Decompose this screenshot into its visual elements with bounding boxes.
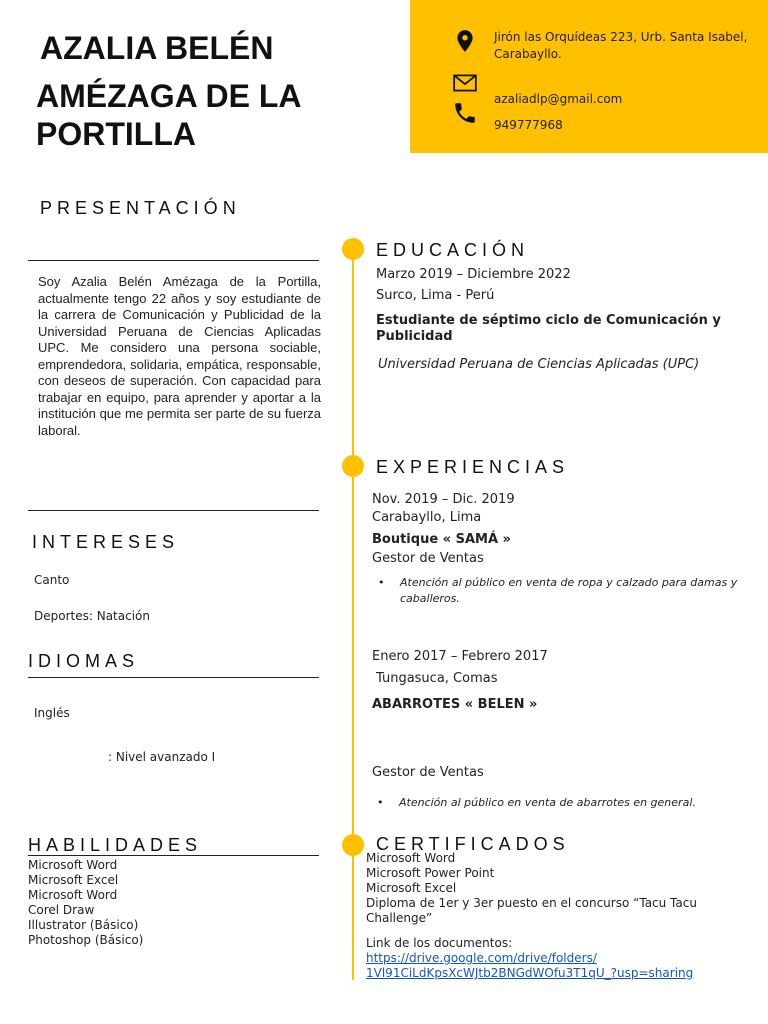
education-dates: Marzo 2019 – Diciembre 2022: [376, 267, 571, 282]
presentacion-text: Soy Azalia Belén Amézaga de la Portilla, actualmente tengo 22 años y soy estudiante de la carrera de Comunicación y Publicidad de la Universidad Peruana de Ciencias Aplicadas UPC. Me considero una persona sociable, emprendedora, solidaria, empática, responsable, con deseos de superación. Con capacidad para trabajar en equipo, para aprender y aportar a la institución que me permita ser parte de su fuerza laboral.: [38, 274, 321, 438]
intereses-heading: INTERESES: [32, 532, 180, 552]
documents-link[interactable]: [366, 951, 693, 980]
email-text[interactable]: azaliadlp@gmail.com: [494, 92, 623, 106]
name-line-3: PORTILLA: [36, 116, 196, 152]
documents-link-line-1[interactable]: https://drive.google.com/drive/folders/: [366, 951, 597, 965]
phone-icon: [452, 100, 478, 126]
timeline-dot: [342, 238, 364, 260]
phone-text[interactable]: 949777968: [494, 118, 563, 132]
timeline-dot: [342, 834, 364, 856]
address-line-1: Jirón las Orquídeas 223, Urb. Santa Isabel,: [494, 30, 748, 44]
contact-box: [410, 0, 768, 153]
job-role: Gestor de Ventas: [372, 551, 484, 566]
name-line-2: AMÉZAGA DE LA: [36, 78, 302, 114]
job-bullet: • Atención al público en venta de abarrotes en general.: [399, 795, 754, 811]
skills-list: [28, 858, 143, 948]
interest-item: Canto: [34, 573, 70, 587]
job-place: Carabayllo, Lima: [372, 510, 482, 525]
certificate-item: Microsoft Power Point: [366, 866, 495, 880]
job-place: Tungasuca, Comas: [376, 671, 498, 686]
educacion-heading: EDUCACIÓN: [376, 240, 530, 260]
education-degree: Estudiante de séptimo ciclo de Comunicación y Publicidad: [376, 313, 721, 344]
education-school: Universidad Peruana de Ciencias Aplicadas (UPC): [378, 357, 700, 372]
skill-item: Illustrator (Básico): [28, 918, 139, 932]
language-level: : Nivel avanzado I: [108, 750, 216, 764]
documents-link-label: Link de los documentos:: [366, 936, 513, 950]
skill-item: Microsoft Word: [28, 888, 118, 902]
name-line-1: AZALIA BELÉN: [40, 30, 274, 66]
job-dates: Enero 2017 – Febrero 2017: [372, 649, 548, 664]
divider: [28, 510, 319, 511]
presentacion-heading: PRESENTACIÓN: [40, 198, 241, 218]
skill-item: Microsoft Excel: [28, 873, 119, 887]
skill-item: Photoshop (Básico): [28, 933, 144, 947]
job-dates: Nov. 2019 – Dic. 2019: [372, 492, 515, 507]
habilidades-heading: HABILIDADES: [28, 835, 203, 855]
job-role: Gestor de Ventas: [372, 765, 484, 780]
documents-link-line-2[interactable]: 1Vl91CiLdKpsXcWJtb2BNGdWOfu3T1qU_?usp=sharing: [366, 966, 694, 980]
divider: [28, 260, 319, 261]
certificates-list: [366, 851, 706, 981]
skill-item: Microsoft Word: [28, 858, 118, 872]
divider: [28, 677, 319, 678]
divider: [28, 855, 319, 856]
certificate-item: Microsoft Word: [366, 851, 456, 865]
language-name: Inglés: [34, 706, 70, 720]
certificados-heading: CERTIFICADOS: [376, 834, 570, 854]
certificate-item: Microsoft Excel: [366, 881, 457, 895]
job-company: Boutique « SAMÁ »: [372, 532, 511, 547]
idiomas-heading: IDIOMAS: [28, 651, 140, 671]
job-bullet: • Atención al público en venta de ropa y calzado para damas y caballeros.: [400, 575, 755, 607]
certificate-item: Diploma de 1er y 3er puesto en el concurso “Tacu Tacu Challenge”: [366, 896, 697, 925]
envelope-icon: [452, 70, 478, 96]
location-pin-icon: [452, 28, 478, 54]
experiencias-heading: EXPERIENCIAS: [376, 457, 570, 477]
education-place: Surco, Lima - Perú: [376, 288, 495, 303]
skill-item: Corel Draw: [28, 903, 95, 917]
timeline-dot: [342, 455, 364, 477]
interest-item: Deportes: Natación: [34, 609, 150, 623]
address-line-2: Carabayllo.: [494, 47, 562, 61]
timeline-line: [352, 250, 354, 980]
job-company: ABARROTES « BELEN »: [372, 697, 538, 712]
